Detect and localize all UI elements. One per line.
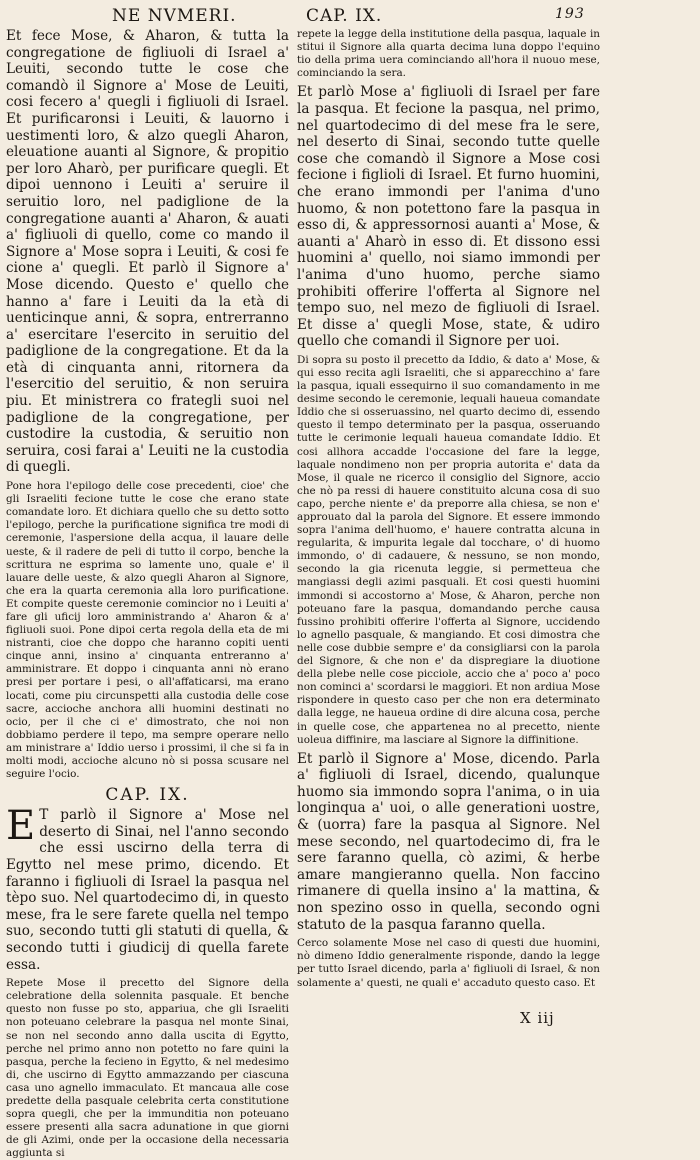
scripture-paragraph: Et fece Mose, & Aharon, & tutta la congregatione de figliuoli di Israel a' Leuiti, secondo tutte le cose che comandò il Signore a' Mose de Leuiti, cosi fecero a' quegli i figliuoli di Israel. Et purificaronsi i Leuiti, & lauorno i uestimenti loro, & alzo quegli Aharon, eleuatione auanti al Signore, & propitio per loro Aharò, per purificare quegli. Et dipoi uennono i Leuiti a' seruire il seruitio loro, nel padiglione de la congregatione auanti a' Aharon, & auati a' figliuoli di quello, come co mando il Signore a' Mose sopra i Leuiti, & cosi fe cione a' quegli. Et parlò il Signore a' Mose dicendo. Questo e' quello che hanno a' fare i Leuiti da la età di uenticinque anni, & sopra, entrerranno a' esercitare l'esercito in seruitio del padiglione de la congregatione. Et da la età di cinquanta anni, ritornera da l'esercitio del seruitio, & non seruira piu. Et ministrera co frategli suoi nel padiglione de la congregatione, per custodire la custodia, & seruitio non seruira, cosi farai a' Leuiti ne la custodia di quegli. — [6, 28, 289, 476]
commentary-paragraph: Pone hora l'epilogo delle cose precedenti, cioe' che gli Israeliti fecione tutte le cose che erano state comandate loro. Et dichiara quello che su detto sotto l'epilogo, perche la purificatione significa tre modi di ceremonie, l'aspersione della acqua, il lauare delle ueste, & il radere de peli di tutto il corpo, benche la scrittura ne esprima so lamente uno, quale e' il lauare delle ueste, & alzo quegli Aharon al Signore, che era la quarta ceremonia alla loro purificatione. Et compite queste ceremonie comincior no i Leuiti a' fare gli uficij loro amministrando a' Aharon & a' figliuoli suoi. Pone dipoi certa regola della eta de mi nistranti, cioe che doppo che haranno copiti uenti cinque anni, insino a' cinquanta entreranno a' amministrare. Et doppo i cinquanta anni nò erano presi per portare i pesi, o all'affaticarsi, ma erano locati, come piu circunspetti alla custodia delle cose sacre, accioche anchora alli huomini destinati no ocio, per il che ci e' dimostrato, che noi non dobbiamo perdere il tepo, ma sempre operare nello am ministrare a' Iddio uerso i prossimi, il che si fa in molti modi, accioche alcuno nò si possa scusare nel seguire l'ocio. — [6, 480, 289, 781]
running-title: NE NVMERI. — [112, 6, 237, 26]
folio-number: 193 — [555, 6, 585, 22]
chapter-title: CAP. IX. — [306, 6, 383, 26]
drop-cap: E — [6, 803, 36, 850]
chapter-heading: CAP. IX. — [105, 785, 190, 806]
signature-mark: X iij — [520, 1009, 555, 1027]
scripture-text: T parlò il Signore a' Mose nel deserto di Sinai, nel l'anno secondo che essi uscirno della terra di Egytto nel mese primo, dicendo. Et faranno i figliuoli di Israel la pasqua nel tèpo suo. Nel quartodecimo di, in questo mese, fra le sere farete quella nel tempo suo, secondo tutti gli statuti di quella, & secondo tutti i giudicij di quella farete essa. — [6, 807, 289, 973]
scripture-paragraph: Et parlò il Signore a' Mose, dicendo. Parla a' figliuoli di Israel, dicendo, qualunque huomo sia immondo sopra l'anima, o in uia longinqua a' uoi, o alle generationi uostre, & (uorra) fare la pasqua al Signore. Nel mese secondo, nel quartodecimo di, fra le sere faranno quella, cò azimi, & herbe amare mangieranno quella. Non faccino rimanere di quella insino a' la mattina, & non spezino osso in quella, secondo ogni statuto de la pasqua faranno quella. — [297, 750, 600, 933]
scripture-paragraph — [6, 803, 289, 973]
left-column — [6, 28, 289, 1160]
right-column — [297, 28, 600, 1088]
commentary-paragraph: Di sopra su posto il precetto da Iddio, & dato a' Mose, & qui esso recita agli Israeliti, che si apparecchino a' fare la pasqua, iquali essequirno il suo comandamento in me desime secondo le ceremonie, lequali haueua comandate Iddio che si osseruassino, nel quarto decimo di, essendo questo il tempo determinato per la pasqua, osseruando tutte le cerimonie lequali haueua comandate Iddio. Et cosi allhora accadde l'occasione del fare la legge, laquale nondimeno non per propria autorita e' data da Mose, il quale ne ricerco il consiglio del Signore, accio che nò pa ressi di hauere constituito alcuna cosa di suo capo, perche niente e' da preporre alla chiesa, se non e' approuato dal la parola del Signore. Et essere immondo sopra l'anima dell'huomo, e' hauere contratta alcuna in regularita, & impurita legale dal tocchare, o' di huomo immondo, o' di cadauere, & nessuno, se non mondo, secondo la gia ricenuta leggie, si permetteua che mangiassi degli azimi pasquali. Et cosi questi huomini immondi si accostorno a' Mose, & Aharon, perche non poteuano fare la pasqua, domandando perche causa fussino prohibiti offerire l'offerta al Signore, uccidendo lo agnello pasquale, & mangiando. Et cosi dimostra che nelle cose dubbie sempre e' da consigliarsi con la parola del Signore, & che non e' da dispregiare la diuotione della plebe nelle cose picciole, accio che a' poco a' poco non cominci a' scordarsi le maggiori. Et non ardiua Mose rispondere in questo caso per che non era determinato dalla legge, ne haueua ordine di dire alcuna cosa, perche in quelle cose, che appartenea no al precetto, niente uoleua diffinire, ma lasciare al Signore la diffinitione. — [297, 353, 600, 746]
commentary-paragraph: Cerco solamente Mose nel caso di questi due huomini, nò dimeno Iddio generalmente risponde, dando la legge per tutto Israel dicendo, parla a' figliuoli di Israel, & non solamente a' questi, ne quali e' accaduto questo caso. Et — [297, 937, 600, 989]
page-header — [0, 6, 700, 28]
commentary-paragraph: repete la legge della institutione della pasqua, laquale in stitui il Signore alla quarta decima luna doppo l'equino tio della prima uera cominciando all'hora il nuouo mese, cominciando la sera. — [297, 28, 600, 80]
commentary-paragraph: Repete Mose il precetto del Signore della celebratione della solennita pasquale. Et benche questo non fusse po sto, appariua, che gli Israeliti non poteuano celebrare la pasqua nel monte Sinai, se non nel secondo anno dalla uscita di Egytto, perche nel primo anno non potetto no fare quini la pasqua, perche la fecieno in Egytto, & nel medesimo di, che uscirno di Egytto ammazzando per ciascuna casa uno agnello immaculato. Et mancaua alle cose predette della pasquale celebrita certa constitutione sopra quegli, che per la immunditia non poteuano essere presenti alla sacra adunatione in que giorni de gli Azimi, onde per la occasione della necessaria aggiunta si — [6, 977, 289, 1160]
scripture-paragraph: Et parlò Mose a' figliuoli di Israel per fare la pasqua. Et fecione la pasqua, nel primo, nel quartodecimo di del mese fra le sere, nel deserto di Sinai, secondo tutte quelle cose che comandò il Signore a Mose cosi fecione i figlioli di Israel. Et furno huomini, che erano immondi per l'anima d'uno huomo, & non potettono fare la pasqua in esso di, & appressornosi auanti a' Mose, & auanti a' Aharò in esso di. Et dissono essi huomini a' quello, noi siamo immondi per l'anima d'uno huomo, perche siamo prohibiti offerire l'offerta al Signore nel tempo suo, nel mezo de figliuoli di Israel. Et disse a' quegli Mose, state, & udiro quello che comandi il Signore per uoi. — [297, 84, 600, 350]
